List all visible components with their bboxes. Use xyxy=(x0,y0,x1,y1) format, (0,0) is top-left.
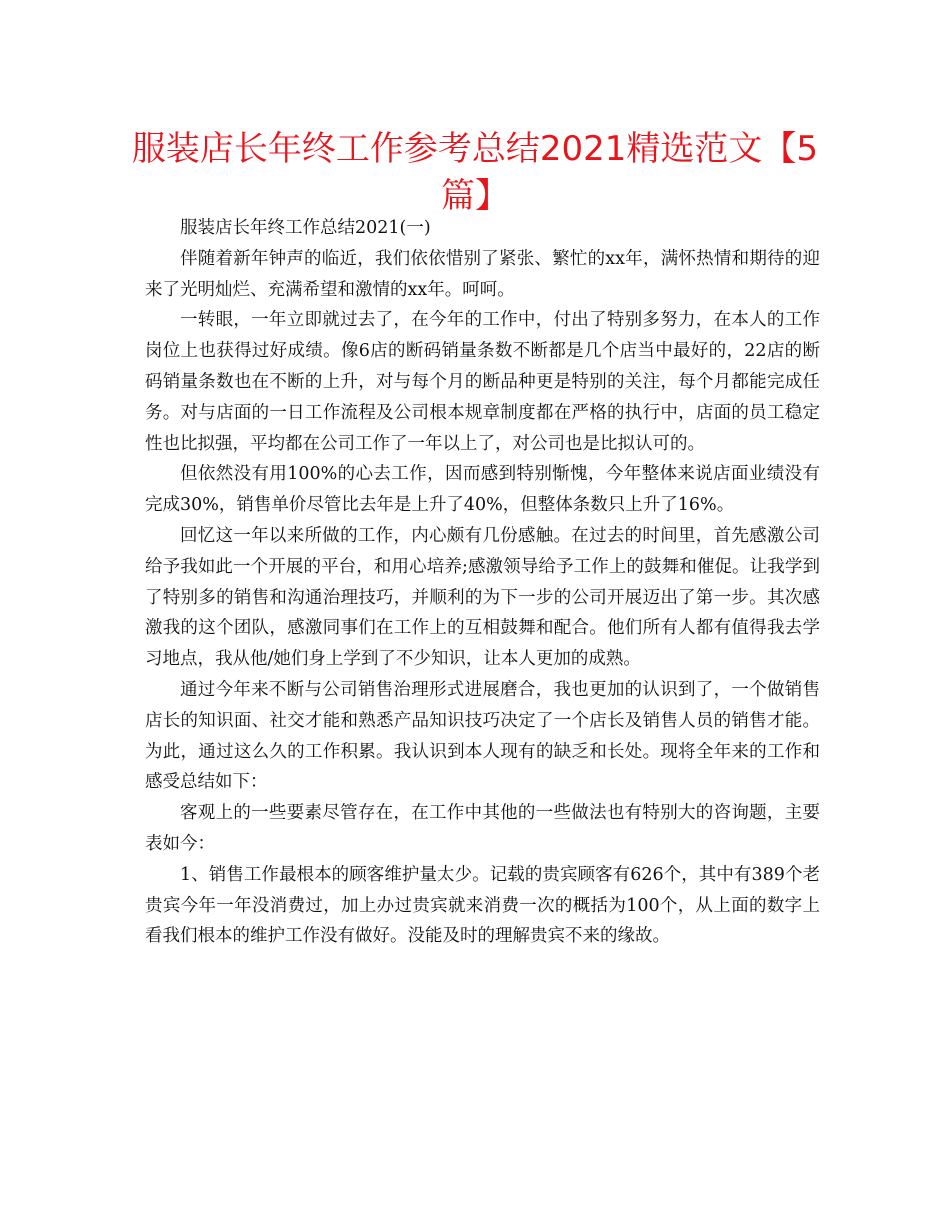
paragraph: 1、销售工作最根本的顾客维护量太少。记载的贵宾顾客有626个，其中有389个老贵宾今年一年没消费过，加上办过贵宾就来消费一次的概括为100个，从上面的数字上看我们根本的维护工作没有做好。没能及时的理解贵宾不来的缘故。 xyxy=(145,864,820,947)
document-title: 服装店长年终工作参考总结2021精选范文【5篇】 xyxy=(131,129,819,216)
section-heading: 服装店长年终工作总结2021(一) xyxy=(180,218,431,238)
paragraph: 通过今年来不断与公司销售治理形式进展磨合，我也更加的认识到了，一个做销售店长的知识面、社交才能和熟悉产品知识技巧决定了一个店长及销售人员的销售才能。为此，通过这么久的工作积累。我认识到本人现有的缺乏和长处。现将全年来的工作和感受总结如下： xyxy=(145,679,820,793)
paragraph: 客观上的一些要素尽管存在，在工作中其他的一些做法也有特别大的咨询题，主要表如今： xyxy=(145,803,820,854)
paragraph: 一转眼，一年立即就过去了，在今年的工作中，付出了特别多努力，在本人的工作岗位上也获得过好成绩。像6店的断码销量条数不断都是几个店当中最好的，22店的断码销量条数也在不断的上升，对与每个月的断品种更是特别的关注，每个月都能完成任务。对与店面的一日工作流程及公司根本规章制度都在严格的执行中，店面的员工稳定性也比拟强，平均都在公司工作了一年以上了，对公司也是比拟认可的。 xyxy=(145,310,820,454)
document-body xyxy=(145,213,820,952)
paragraph: 回忆这一年以来所做的工作，内心颇有几份感触。在过去的时间里，首先感激公司给予我如此一个开展的平台，和用心培养;感激领导给予工作上的鼓舞和催促。让我学到了特别多的销售和沟通治理技巧，并顺利的为下一步的公司开展迈出了第一步。其次感激我的这个团队，感激同事们在工作上的互相鼓舞和配合。他们所有人都有值得我去学习地点，我从他/她们身上学到了不少知识，让本人更加的成熟。 xyxy=(145,525,820,670)
paragraph: 伴随着新年钟声的临近，我们依依惜别了紧张、繁忙的xx年，满怀热情和期待的迎来了光明灿烂、充满希望和激情的xx年。呵呵。 xyxy=(145,248,820,300)
paragraph: 但依然没有用100%的心去工作，因而感到特别惭愧，今年整体来说店面业绩没有完成30%，销售单价尽管比去年是上升了40%，但整体条数只上升了16%。 xyxy=(145,464,820,516)
